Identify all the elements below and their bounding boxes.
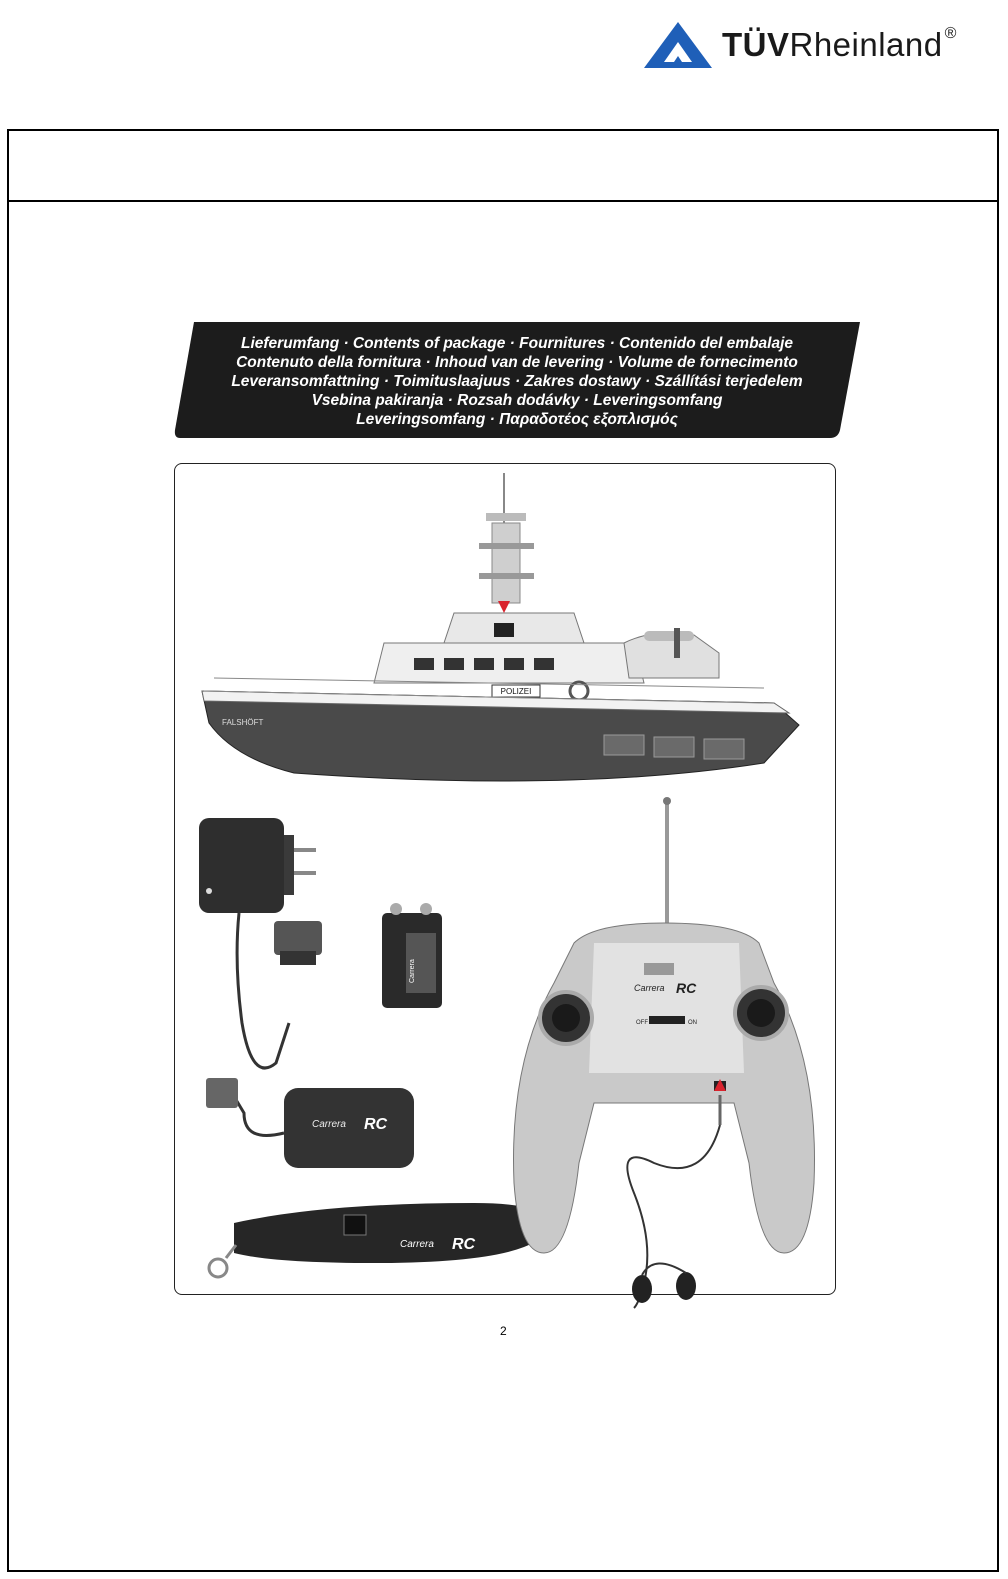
header-divider (7, 200, 999, 202)
battery-pack-rc-label: RC (364, 1116, 388, 1133)
banner-line: Lieferumfang · Contents of package · Fournitures · Contenido del embalaje (240, 334, 794, 352)
boat-pointer-icon (498, 601, 510, 613)
page-number: 2 (500, 1324, 507, 1338)
boat-name-label: FALSHÖFT (222, 718, 264, 727)
remote-rc-label: RC (676, 980, 697, 996)
battery-pack-brand-label: Carrera (312, 1119, 346, 1130)
banner-line: Contenuto della fornitura · Inhoud van de levering · Volume de fornecimento (236, 353, 798, 371)
battery-pack-icon (206, 1078, 414, 1168)
banner-line: Vsebina pakiranja · Rozsah dodávky · Leveringsomfang (311, 391, 723, 409)
contents-banner (174, 326, 860, 436)
banner-line: Leveransomfattning · Toimituslaajuus · Zakres dostawy · Szállítási terjedelem (231, 372, 803, 390)
switch-on-label: ON (688, 1020, 697, 1026)
brand-wordmark: TÜVRheinland ® (722, 25, 957, 63)
remote-control-icon (514, 797, 815, 1253)
lanyard-rc-label: RC (452, 1236, 476, 1253)
lanyard-brand-label: Carrera (400, 1239, 434, 1250)
battery-brand-label: Carrera (409, 959, 416, 983)
banner-line: Leveringsomfang · Παραδοτέος εξοπλισμός (356, 410, 678, 428)
headset-cable-icon (627, 1095, 720, 1308)
rc-boat-icon (202, 473, 799, 781)
lanyard-icon (209, 1203, 549, 1277)
boat-police-label: POLIZEI (500, 687, 532, 696)
charger-icon (199, 818, 322, 1068)
package-contents-illustration (174, 463, 836, 1323)
remote-brand-label: Carrera (634, 983, 665, 993)
switch-off-label: OFF (636, 1020, 648, 1026)
9v-battery-icon (382, 903, 442, 1008)
